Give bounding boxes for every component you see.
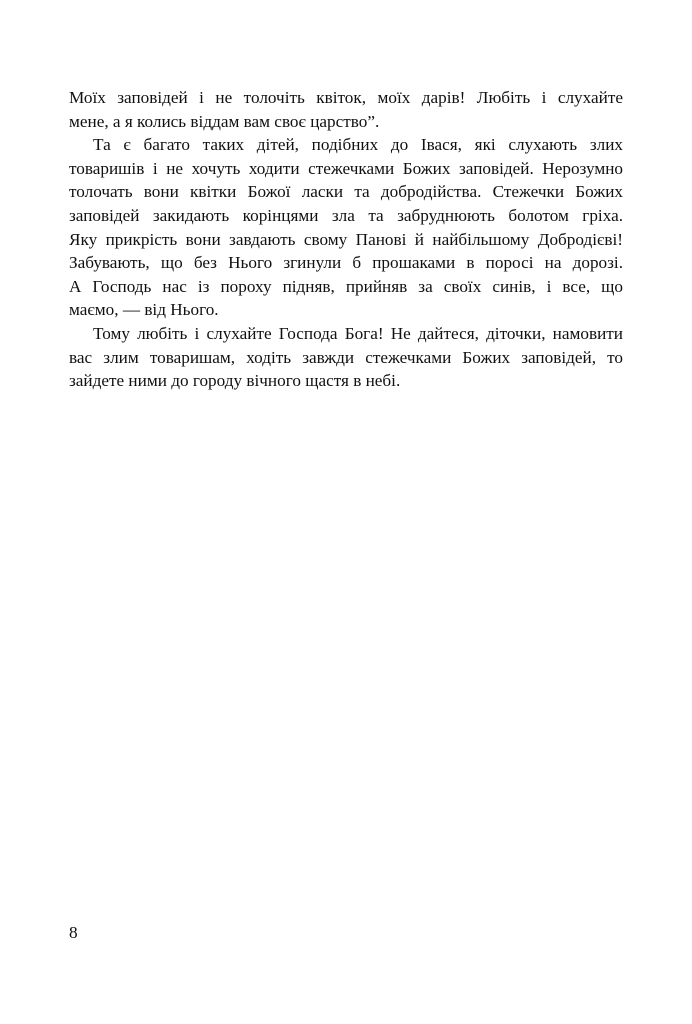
text-line: зайдете ними до городу вічного щастя в небі.: [69, 371, 401, 391]
text-line: Та є багато таких дітей, подібних до Івася, які слухають злих: [93, 135, 623, 155]
text-line: Яку прикрість вони завдають свому Панові й найбільшому Добродієві!: [69, 229, 623, 249]
page-text: [69, 86, 623, 393]
paragraph: [69, 86, 623, 133]
text-line: маємо, — від Нього.: [69, 300, 219, 320]
text-line: толочать вони квітки Божої ласки та добродійства. Стежечки Божих: [69, 182, 623, 202]
text-line: Моїх заповідей і не толочіть квіток, моїх дарів! Любіть і слухайте: [69, 88, 623, 107]
text-line: вас злим товаришам, ходіть завжди стежечками Божих заповідей, то: [69, 347, 623, 367]
paragraph: [69, 133, 623, 322]
text-line: Забувають, що без Нього згинули б прошаками в поросі на дорозі.: [69, 253, 623, 273]
paragraph: [69, 322, 623, 393]
text-line: товаришів і не хочуть ходити стежечками Божих заповідей. Нерозумно: [69, 158, 623, 178]
text-line: Тому любіть і слухайте Господа Бога! Не дайтеся, діточки, намовити: [93, 323, 623, 343]
text-line: А Господь нас із пороху підняв, прийняв за своїх синів, і все, що: [69, 276, 623, 296]
text-line: заповідей закидають корінцями зла та забруднюють болотом гріха.: [69, 205, 623, 225]
page-number: 8: [69, 923, 78, 942]
text-line: мене, а я колись віддам вам своє царство”.: [69, 111, 380, 131]
